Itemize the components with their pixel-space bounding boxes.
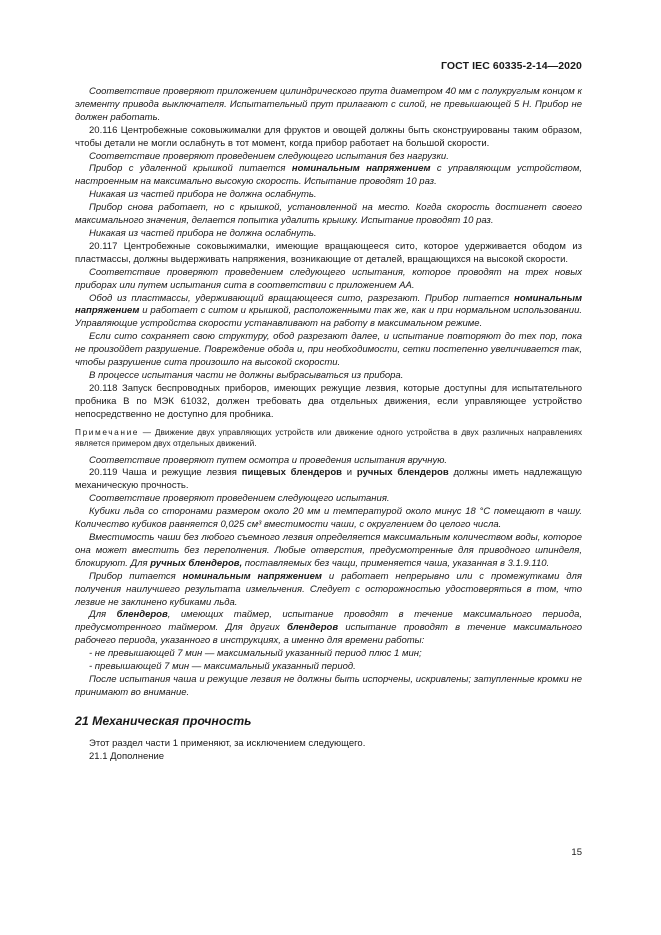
text-run: Соответствие проверяют путем осмотра и проведения испытания вручную. bbox=[89, 454, 448, 466]
paragraph bbox=[75, 293, 582, 332]
paragraph bbox=[75, 648, 582, 661]
text-run: Соответствие проверяют проведением следующего испытания. bbox=[89, 493, 390, 505]
paragraph bbox=[75, 467, 582, 493]
text-run: и работает непрерывно или с промежутками для получения наилучшего результата измельчения. Следует с осторожностью удостоверяться в том, что лезвие не заклинено кубиками льда. bbox=[75, 570, 582, 608]
bold-term: номинальным напряжением bbox=[182, 570, 322, 582]
paragraph bbox=[75, 331, 582, 370]
paragraph bbox=[75, 267, 582, 293]
paragraph bbox=[75, 228, 582, 241]
text-run: Соответствие проверяют проведением следующего испытания без нагрузки. bbox=[89, 150, 449, 162]
text-run: 20.116 Центробежные соковыжималки для фруктов и овощей должны быть сконструированы таким образом, чтобы детали не могли ослабнуть в тот момент, когда прибор работает на большой скорости. bbox=[75, 124, 582, 149]
text-run: Прибор снова работает, но с крышкой, установленной на место. Когда скорость достигнет своего максимального значения, делается попытка удалить крышку. Испытание проводят 10 раз. bbox=[75, 202, 582, 227]
paragraph bbox=[75, 383, 582, 422]
text-run: Никакая из частей прибора не должна ослабнуть. bbox=[89, 227, 317, 239]
text-run: Вместимость чаши без любого съемного лезвия определяется максимальным количеством воды, которое она может вместить без переполнения. Любые отверстия, предусмотренные для приводного шпинделя, блокируют. Для bbox=[75, 532, 582, 569]
page-number: 15 bbox=[571, 847, 582, 858]
text-run: После испытания чаша и режущие лезвия не должны быть испорчены, искривлены; затупленные кромки не принимают во внимание. bbox=[75, 673, 582, 698]
text-run: - не превышающей 7 мин — максимальный указанный период плюс 1 мин; bbox=[89, 648, 422, 660]
paragraph bbox=[75, 532, 582, 571]
text-run: испытание проводят в течение максимального рабочего периода, указанного в инструкциях, а именно для времени работы: bbox=[75, 622, 582, 647]
text-run: и bbox=[342, 467, 357, 479]
text-run: 20.119 Чаша и режущие лезвия bbox=[89, 467, 242, 479]
text-run: Если сито сохраняет свою структуру, обод разрезают далее, и испытание повторяют до тех пор, пока не произойдет разрушение. Повреждение обода и, при необходимости, сетки постепенно увеличивается так, чтобы разрушение сита произошло на высокой скорости. bbox=[75, 331, 582, 369]
bold-term: пищевых блендеров bbox=[241, 467, 342, 479]
bold-term: ручных блендеров bbox=[356, 467, 449, 479]
paragraph bbox=[75, 151, 582, 164]
bold-term: ручных блендеров, bbox=[150, 557, 243, 569]
text-run: поставляемых без чащи, применяется чаша, указанная в 3.1.9.110. bbox=[242, 557, 550, 569]
text-run: Прибор с удаленной крышкой питается bbox=[89, 163, 292, 175]
page-content bbox=[75, 86, 582, 764]
bold-term: блендеров bbox=[287, 622, 339, 634]
paragraph bbox=[75, 455, 582, 468]
text-run: , имеющих таймер, испытание проводят в течение максимального периода, предусмотренного таймером. Для других bbox=[75, 609, 583, 634]
text-run: должны иметь надлежащую механическую прочность. bbox=[75, 467, 583, 492]
paragraph bbox=[75, 674, 582, 700]
paragraph bbox=[75, 125, 582, 151]
text-run: Примечание bbox=[75, 426, 140, 437]
paragraph bbox=[75, 661, 582, 674]
paragraph bbox=[75, 241, 582, 267]
paragraph bbox=[75, 609, 582, 648]
body-text bbox=[75, 86, 582, 700]
bold-term: блендеров bbox=[116, 609, 168, 621]
section-heading: 21 Механическая прочность bbox=[75, 713, 252, 728]
text-run: Кубики льда со сторонами размером около 20 мм и температурой около минус 18 °С помещают в чашу. Количество кубиков равняется 0,025 см³ вместимости чаши, с округлением до целого числа. bbox=[75, 506, 582, 531]
text-run: Для bbox=[89, 609, 117, 621]
paragraph bbox=[75, 86, 582, 125]
paragraph bbox=[75, 506, 582, 532]
text-run: Прибор питается bbox=[89, 570, 183, 582]
text-run: В процессе испытания части не должны выбрасываться из прибора. bbox=[89, 369, 404, 381]
note-paragraph bbox=[75, 427, 582, 450]
paragraph bbox=[75, 493, 582, 506]
text-run: Обод из пластмассы, удерживающий вращающееся сито, разрезают. Прибор питается bbox=[89, 292, 515, 304]
text-run: 20.118 Запуск беспроводных приборов, имеющих режущие лезвия, которые доступны для испытательного пробника В по МЭК 61032, должен требовать два отдельных движения, если управляющее устройство непосредственно не доступно для пробника. bbox=[75, 382, 582, 420]
paragraph: 21.1 Дополнение bbox=[89, 750, 165, 762]
paragraph bbox=[75, 370, 582, 383]
paragraph bbox=[75, 163, 582, 189]
paragraph bbox=[75, 202, 582, 228]
paragraph bbox=[75, 571, 582, 610]
text-run: 20.117 Центробежные соковыжималки, имеющие вращающееся сито, которое удерживается ободом из пластмассы, должны выдерживать напряжения, возникающие от деталей, вращающихся на высокой скорости. bbox=[75, 240, 582, 265]
text-run: - превышающей 7 мин — максимальный указанный период. bbox=[89, 661, 356, 673]
document-header: ГОСТ IEC 60335-2-14—2020 bbox=[440, 60, 582, 72]
bold-term: номинальным напряжением bbox=[75, 292, 582, 317]
paragraph bbox=[75, 189, 582, 202]
section-body bbox=[75, 738, 582, 764]
text-run: — Движение двух управляющих устройств или движение одного устройства в двух различных направлениях является примером двух отдельных движений. bbox=[75, 426, 582, 449]
bold-term: номинальным напряжением bbox=[291, 163, 431, 175]
text-run: Соответствие проверяют приложением цилиндрического прута диаметром 40 мм с полукруглым концом к элементу привода выключателя. Испытательный прут прилагают с силой, не превышающей 5 Н. Прибор не должен работать. bbox=[75, 86, 582, 123]
text-run: Соответствие проверяют проведением следующего испытания, которое проводят на трех новых приборах или путем испытания сита в соответствии с приложением АА. bbox=[75, 266, 582, 291]
paragraph: Этот раздел части 1 применяют, за исключением следующего. bbox=[89, 737, 366, 749]
text-run: с управляющим устройством, настроенным на максимально высокую скорость. Испытание проводят 10 раз. bbox=[75, 163, 582, 188]
text-run: Никакая из частей прибора не должна ослабнуть. bbox=[89, 189, 317, 201]
text-run: и работает с ситом и крышкой, расположенными так же, как и при нормальном использовании. Управляющие устройства скорости устанавливают на работу в максимальном режиме. bbox=[75, 305, 582, 330]
